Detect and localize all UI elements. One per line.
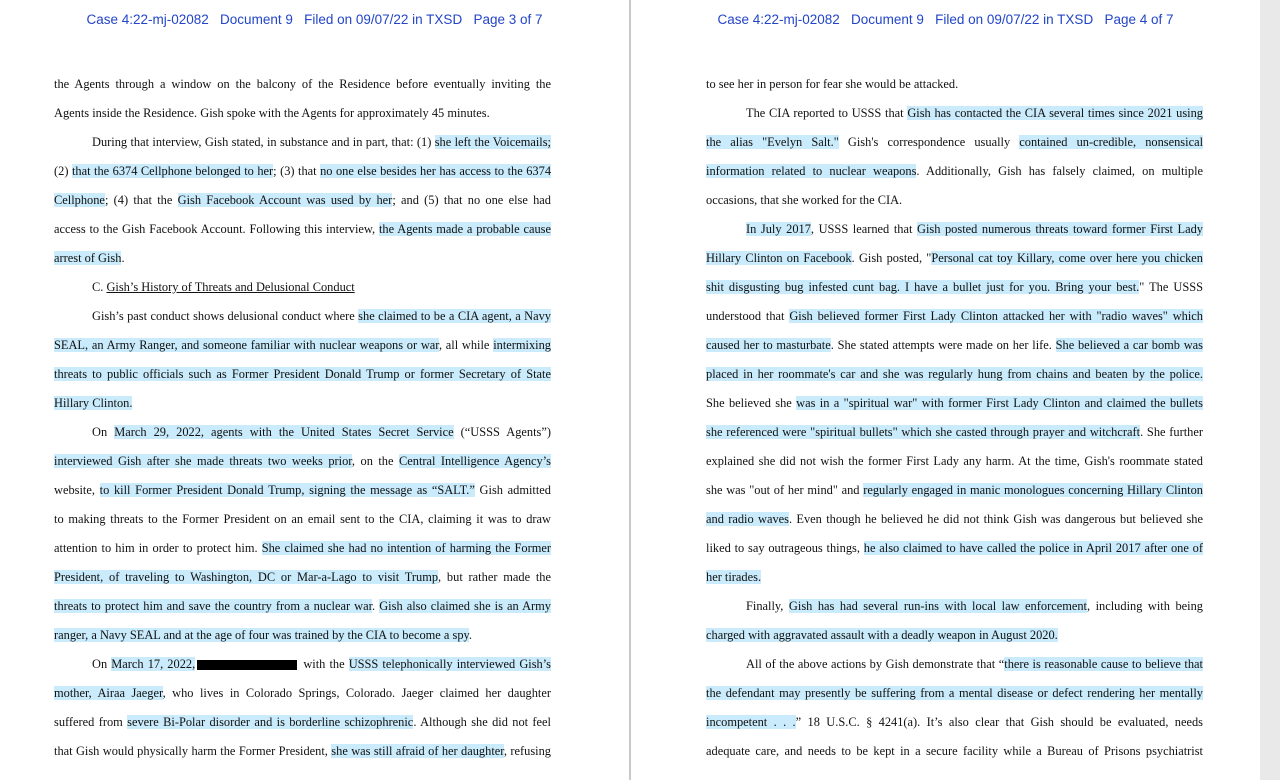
text-line <box>706 218 1203 240</box>
text-span: access to the Gish Facebook Account. Following this interview, <box>54 222 379 236</box>
text-span: . <box>372 599 380 613</box>
text-line <box>54 624 551 646</box>
text-line <box>54 537 551 559</box>
text-line <box>706 682 1203 704</box>
text-line <box>54 160 551 182</box>
text-line <box>54 653 551 675</box>
text-line <box>54 102 551 124</box>
highlight: there is reasonable cause to believe that <box>1004 657 1203 671</box>
highlight: and radio waves <box>706 512 789 526</box>
text-line <box>706 131 1203 153</box>
text-span: website, <box>54 483 100 497</box>
highlight: Gish Facebook Account was used by her <box>177 193 393 207</box>
text-span: . She stated attempts were made on her life. <box>830 338 1056 352</box>
highlight: he also claimed to have called the police in April 2017 after one of <box>863 541 1203 555</box>
text-span: ; and (5) that no one else had <box>392 193 551 207</box>
text-span: Gish’s History of Threats and Delusional Conduct <box>106 280 355 294</box>
highlight: USSS telephonically interviewed Gish’s <box>348 657 551 671</box>
highlight: Gish has had several run-ins with local law enforcement <box>788 599 1087 613</box>
text-line <box>54 450 551 472</box>
text-span: to see her in person for fear she would be attacked. <box>706 77 959 91</box>
highlight: that the 6374 Cellphone belonged to her <box>71 164 274 178</box>
highlight: Gish has contacted the CIA several times since 2021 using <box>907 106 1203 120</box>
highlight: President, of traveling to Washington, DC or Mar-a-Lago to visit Trump <box>54 570 439 584</box>
text-line <box>54 247 551 269</box>
highlight: was in a "spiritual war" with former First Lady Clinton and claimed the bullets <box>796 396 1203 410</box>
text-span: occasions, that she worked for the CIA. <box>706 193 903 207</box>
text-span: , but rather made the <box>438 570 551 584</box>
highlight: to kill Former President Donald Trump, signing the message as “SALT.” <box>99 483 475 497</box>
text-span: , all while <box>438 338 494 352</box>
highlight: Gish believed former First Lady Clinton attacked her with "radio waves" which <box>789 309 1203 323</box>
text-span: All of the above actions by Gish demonstrate that “ <box>746 657 1005 671</box>
highlight: contained un-credible, nonsensical <box>1019 135 1204 149</box>
highlight: intermixing <box>493 338 552 352</box>
text-span: that Gish would physically harm the Former President, <box>54 744 332 758</box>
text-span: Finally, <box>746 599 789 613</box>
highlight: Central Intelligence Agency’s <box>398 454 552 468</box>
text-line <box>54 305 551 327</box>
text-span: , including with being <box>1086 599 1203 613</box>
text-line <box>706 363 1203 385</box>
highlight: ranger, a Navy SEAL and at the age of four was trained by the CIA to become a spy <box>54 628 469 642</box>
text-line <box>706 160 1203 182</box>
highlight: placed in her roommate's car and she was regularly hung from chains and beaten by the police. <box>706 367 1203 381</box>
highlight: she referenced were "spiritual bullets" which she casted through prayer and witchcraft <box>706 425 1141 439</box>
text-span: ; (3) that <box>273 164 321 178</box>
text-span: liked to say outrageous things, <box>706 541 864 555</box>
highlight: information related to nuclear weapons <box>706 164 917 178</box>
highlight: March 17, 2022, <box>111 657 196 671</box>
text-span: . She further <box>1140 425 1203 439</box>
text-span: , refusing <box>503 744 551 758</box>
text-line <box>54 682 551 704</box>
highlight: she left the Voicemails; <box>434 135 552 149</box>
highlight: She believed a car bomb was <box>1055 338 1203 352</box>
highlight: arrest of Gish <box>54 251 122 265</box>
text-line <box>706 653 1203 675</box>
text-line <box>706 624 1203 646</box>
text-span: adequate care, and needs to be kept in a secure facility while a Bureau of Prisons psychiatrist <box>706 744 1203 758</box>
text-line <box>706 276 1203 298</box>
highlight: Hillary Clinton. <box>54 396 133 410</box>
text-span: (“USSS Agents”) <box>453 425 551 439</box>
text-line <box>54 595 551 617</box>
text-line <box>54 740 551 762</box>
highlight: the defendant may presently be suffering from a mental disease or defect rendering her mentally <box>706 686 1203 700</box>
highlight: the alias "Evelyn Salt." <box>706 135 839 149</box>
highlight: She claimed she had no intention of harming the Former <box>261 541 551 555</box>
text-span: she was "out of her mind" and <box>706 483 864 497</box>
text-line <box>54 566 551 588</box>
text-span: to making threats to the Former President on an email sent to the CIA, claiming it was to draw <box>54 512 551 526</box>
text-line <box>54 218 551 240</box>
highlight: she was still afraid of her daughter <box>331 744 504 758</box>
text-line <box>706 334 1203 356</box>
text-span: During that interview, Gish stated, in substance and in part, that: (1) <box>92 135 435 149</box>
highlight: she claimed to be a CIA agent, a Navy <box>358 309 551 323</box>
text-span: Gish’s past conduct shows delusional conduct where <box>92 309 359 323</box>
text-line <box>54 479 551 501</box>
highlight: March 29, 2022, agents with the United States Secret Service <box>114 425 454 439</box>
text-line <box>706 189 1203 211</box>
redaction-bar <box>197 660 297 670</box>
text-span: the Agents through a window on the balcony of the Residence before eventually inviting the <box>54 77 551 91</box>
text-span: attention to him in order to protect him. <box>54 541 262 555</box>
highlight: In July 2017 <box>746 222 811 236</box>
text-span: " The USSS <box>1139 280 1203 294</box>
highlight: regularly engaged in manic monologues concerning Hillary Clinton <box>863 483 1203 497</box>
text-line <box>54 421 551 443</box>
text-line <box>706 711 1203 733</box>
text-line <box>706 102 1203 124</box>
text-line <box>54 508 551 530</box>
text-line <box>706 740 1203 762</box>
text-line <box>706 305 1203 327</box>
highlight: caused her to masturbate <box>706 338 831 352</box>
highlight: her tirades. <box>706 570 762 584</box>
text-span: Gish admitted <box>474 483 551 497</box>
highlight: mother, Airaa Jaeger <box>54 686 163 700</box>
highlight: interviewed Gish after she made threats two weeks prior <box>54 454 352 468</box>
text-span: C. <box>92 280 107 294</box>
text-span: understood that <box>706 309 790 323</box>
highlight: Gish posted numerous threats toward former First Lady <box>917 222 1203 236</box>
highlight: incompetent . . . <box>706 715 796 729</box>
page-header: Case 4:22-mj-02082 Document 9 Filed on 09/07/22 in TXSD Page 3 of 7 <box>86 12 543 27</box>
text-span: Agents inside the Residence. Gish spoke with the Agents for approximately 45 minutes. <box>54 106 490 120</box>
text-line <box>706 450 1203 472</box>
text-line <box>54 363 551 385</box>
text-span: On <box>92 657 112 671</box>
text-line <box>54 73 551 95</box>
text-span: She believed she <box>706 396 797 410</box>
document-page-4 <box>631 0 1260 780</box>
text-line <box>706 421 1203 443</box>
highlight: severe Bi-Polar disorder and is borderline schizophrenic <box>127 715 414 729</box>
highlight: SEAL, an Army Ranger, and someone familiar with nuclear weapons or war <box>54 338 439 352</box>
highlight: Hillary Clinton on Facebook <box>706 251 852 265</box>
document-page-3 <box>0 0 629 780</box>
text-line <box>706 566 1203 588</box>
text-line <box>54 189 551 211</box>
highlight: threats to protect him and save the country from a nuclear war <box>54 599 373 613</box>
text-span: , USSS learned that <box>810 222 917 236</box>
highlight: charged with aggravated assault with a deadly weapon in August 2020. <box>706 628 1058 642</box>
text-span: , who lives in Colorado Springs, Colorado. Jaeger claimed her daughter <box>162 686 552 700</box>
text-span: . Even though he believed he did not think Gish was dangerous but believed she <box>788 512 1203 526</box>
text-span: The CIA reported to USSS that <box>746 106 908 120</box>
text-line <box>706 247 1203 269</box>
text-line <box>706 392 1203 414</box>
text-span: . <box>121 251 125 265</box>
highlight: the Agents made a probable cause <box>378 222 551 236</box>
text-line <box>54 392 551 414</box>
text-line <box>54 131 551 153</box>
text-span: Gish's correspondence usually <box>838 135 1020 149</box>
text-span: . Although she did not feel <box>413 715 551 729</box>
text-line <box>706 508 1203 530</box>
text-span: , on the <box>351 454 399 468</box>
highlight: Personal cat toy Killary, come over here you chicken <box>931 251 1203 265</box>
text-span: (2) <box>54 164 72 178</box>
text-line <box>54 334 551 356</box>
text-line <box>54 711 551 733</box>
section-heading <box>54 276 551 298</box>
text-span: . Gish posted, " <box>851 251 932 265</box>
page-header: Case 4:22-mj-02082 Document 9 Filed on 09/07/22 in TXSD Page 4 of 7 <box>717 12 1174 27</box>
highlight: no one else besides her has access to the 6374 <box>320 164 552 178</box>
text-span: ; (4) that the <box>104 193 178 207</box>
text-line <box>706 73 1203 95</box>
text-span: . <box>468 628 473 642</box>
highlight: Cellphone <box>54 193 105 207</box>
text-span: On <box>92 425 115 439</box>
text-span: . Additionally, Gish has falsely claimed, on multiple <box>916 164 1204 178</box>
text-span: with the <box>299 657 349 671</box>
text-line <box>706 479 1203 501</box>
text-line <box>706 537 1203 559</box>
text-span: explained she did not wish the former First Lady any harm. At the time, Gish's roommate stated <box>706 454 1203 468</box>
highlight: threats to public officials such as Former President Donald Trump or former Secretary of State <box>54 367 551 381</box>
highlight: shit disgusting bug infested cunt bag. I have a bullet just for you. Bring your best. <box>706 280 1140 294</box>
text-span: ” 18 U.S.C. § 4241(a). It’s also clear that Gish should be evaluated, needs <box>795 715 1204 729</box>
text-span: suffered from <box>54 715 128 729</box>
highlight: Gish also claimed she is an Army <box>379 599 551 613</box>
text-line <box>706 595 1203 617</box>
